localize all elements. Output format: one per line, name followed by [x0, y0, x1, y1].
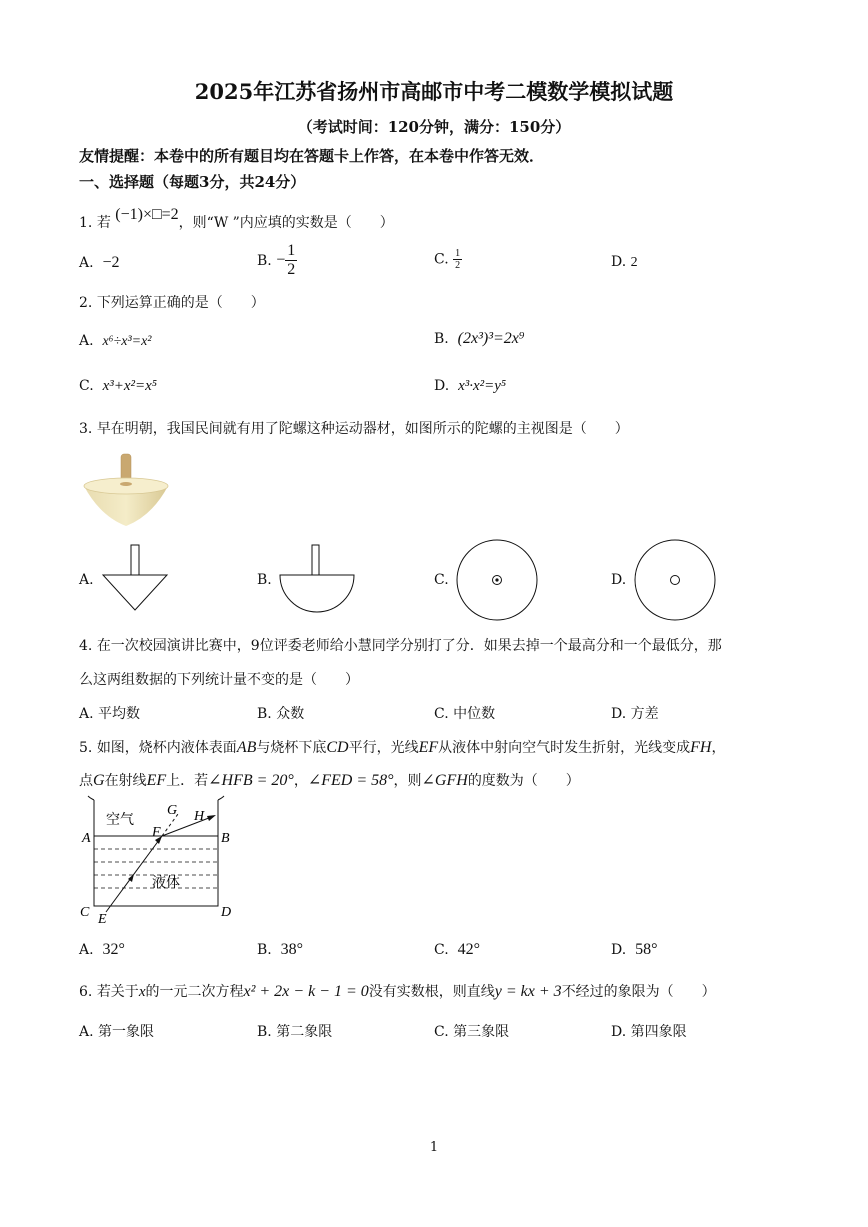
point-e: E [98, 912, 107, 926]
page-title: 2025年江苏省扬州市高邮市中考二模数学模拟试题 [194, 79, 674, 104]
q6-option-d: D. 第四象限 [611, 1024, 687, 1040]
section-heading: 一、选择题（每题3分，共24分） [79, 173, 306, 191]
exam-info: （考试时间：120分钟，满分：150分） [297, 118, 571, 136]
q1-option-b: B. − $\frac{1}{2}$ [257, 242, 296, 278]
point-f: F [152, 825, 161, 840]
q1-expression: (−1)×□=2 [115, 206, 179, 223]
q4-option-d: D. 方差 [611, 706, 659, 722]
question-3: 3. 早在明朝，我国民间就有用了陀螺这种运动器材，如图所示的陀螺的主视图是（ ） [79, 421, 629, 437]
question-4-line2: 么这两组数据的下列统计量不变的是（ ） [79, 672, 359, 688]
point-a: A [82, 831, 91, 846]
page-number: 1 [429, 1140, 439, 1155]
question-5-line2: 点G在射线EF上．若∠HFB = 20°，∠FED = 58°，则∠GFH的度数为（ ） [79, 772, 580, 789]
air-label: 空气 [106, 812, 134, 828]
beaker-figure [76, 794, 236, 926]
q4-option-c: C. 中位数 [434, 706, 496, 722]
point-g: G [167, 803, 178, 818]
q5-option-b: B. 38° [257, 941, 304, 958]
notice: 友情提醒：本卷中的所有题目均在答题卡上作答，在本卷中作答无效． [79, 147, 545, 165]
point-h: H [194, 809, 205, 824]
question-1: 1. 若 (−1)×□=2，则“W ”内应填的实数是（ ） [79, 206, 394, 231]
q1-option-a: A. −2 [79, 254, 120, 271]
spinning-top-photo [80, 450, 175, 530]
q3-option-c: C. [434, 572, 449, 588]
question-6: 6. 若关于x的一元二次方程x² + 2x − k − 1 = 0没有实数根，则直线y = kx + 3不经过的象限为（ ） [79, 983, 716, 1000]
q1-option-d: D. 2 [611, 254, 638, 270]
q4-option-b: B. 众数 [257, 706, 305, 722]
option-c-figure [455, 538, 541, 624]
q1-option-c: C. $\frac{1}{2}$ [434, 248, 461, 271]
q6-option-a: A. 第一象限 [79, 1024, 155, 1040]
q5-option-d: D. 58° [611, 941, 658, 958]
q3-option-b: B. [257, 572, 272, 588]
option-d-figure [633, 538, 719, 624]
question-2: 2. 下列运算正确的是（ ） [79, 295, 265, 311]
q2-option-b: B. (2x³)³=2x⁹ [434, 330, 525, 347]
liquid-label: 液体 [152, 875, 180, 891]
option-b-figure [278, 544, 358, 616]
q2-option-d: D. x³·x²=y⁵ [434, 378, 507, 394]
q4-option-a: A. 平均数 [79, 706, 141, 722]
option-a-figure [100, 544, 172, 614]
q5-option-a: A. 32° [79, 941, 125, 958]
q6-option-b: B. 第二象限 [257, 1024, 333, 1040]
q2-option-c: C. x³+x²=x⁵ [79, 378, 158, 394]
q2-option-a: A. x⁶÷x³=x² [79, 333, 152, 349]
point-c: C [80, 905, 90, 920]
question-5: 5. 如图，烧杯内液体表面AB与烧杯下底CD平行，光线EF从液体中射向空气时发生折射，光线变成FH， [79, 739, 726, 756]
question-4: 4. 在一次校园演讲比赛中，9位评委老师给小慧同学分别打了分．如果去掉一个最高分和一个最低分，那 [79, 638, 722, 654]
q3-option-d: D. [611, 572, 627, 588]
point-d: D [221, 905, 232, 920]
q6-option-c: C. 第三象限 [434, 1024, 510, 1040]
q5-option-c: C. 42° [434, 941, 480, 958]
point-b: B [221, 831, 230, 846]
q3-option-a: A. [79, 572, 94, 588]
